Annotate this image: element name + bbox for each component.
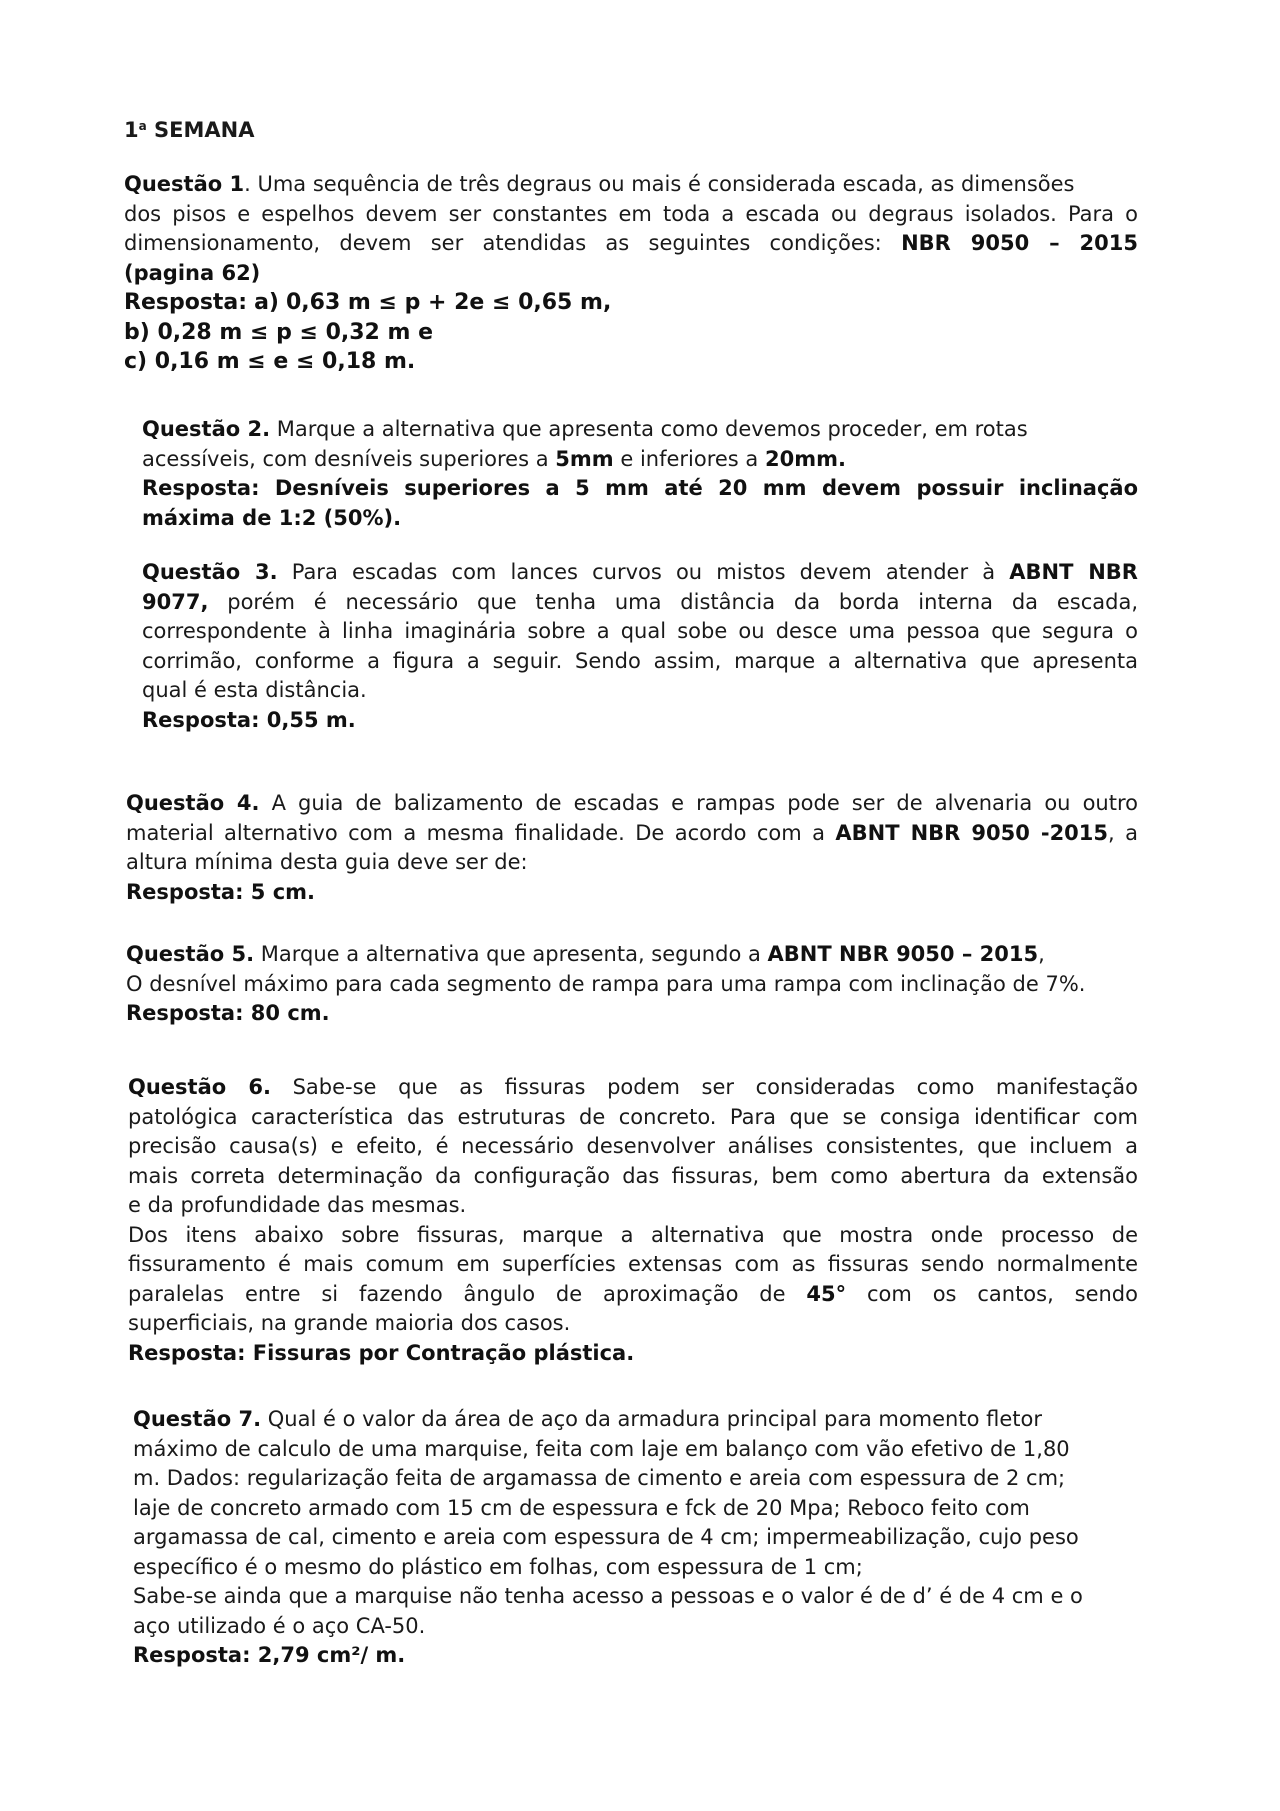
question-5: Questão 5. Marque a alternativa que apresenta, segundo a ABNT NBR 9050 – 2015, O desnível máximo para cada segmento de rampa para uma rampa com inclinação de 7%. Resposta: 80 cm.	[126, 942, 1086, 1025]
page-title: 1$^a$ SEMANA	[124, 118, 255, 142]
question-label: Questão 5.	[126, 942, 255, 966]
answer-text: Resposta: 0,55 m.	[142, 707, 356, 732]
question-3: Questão 3. Para escadas com lances curvos ou mistos devem atender à ABNT NBR 9077, porém é necessário que tenha uma distância da borda interna da escada, correspondente à linha imaginária sobre a qual sobe ou desce uma pessoa que segura o corrimão, conforme a figura a seguir. Sendo assim, marque a alternativa que apresenta qual é esta distância. Resposta: 0,55 m.	[142, 560, 1138, 732]
answer-text: Resposta: 5 cm.	[126, 879, 316, 904]
answer-text: Resposta: Fissuras por Contração plástica.	[128, 1340, 635, 1365]
question-6: Questão 6. Sabe-se que as fissuras podem ser consideradas como manifestação patológica característica das estruturas de concreto. Para que se consiga identificar com precisão causa(s) e efeito, é necessário desenvolver análises consistentes, que incluem a mais correta determinação da configuração das fissuras, bem como abertura da extensão e da profundidade das mesmas. Dos itens abaixo sobre fissuras, marque a alternativa que mostra onde processo de fissuramento é mais comum em superfícies extensas com as fissuras sendo normalmente paralelas entre si fazendo ângulo de aproximação de 45° com os cantos, sendo superficiais, na grande maioria dos casos. Resposta: Fissuras por Contração plástica.	[128, 1075, 1138, 1365]
question-4: Questão 4. A guia de balizamento de escadas e rampas pode ser de alvenaria ou outro material alternativo com a mesma finalidade. De acordo com a ABNT NBR 9050 -2015, a altura mínima desta guia deve ser de: Resposta: 5 cm.	[126, 791, 1138, 904]
question-label: Questão 6.	[128, 1075, 271, 1099]
question-label: Questão 2.	[142, 417, 271, 441]
question-label: Questão 4.	[126, 791, 260, 815]
question-2: Questão 2. Marque a alternativa que apresenta como devemos proceder, em rotas acessíveis, com desníveis superiores a 5mm e inferiores a 20mm. Resposta: Desníveis superiores a 5 mm até 20 mm devem possuir inclinação máxima de 1:2 (50%).	[142, 417, 1138, 530]
question-label: Questão 3.	[142, 560, 278, 584]
answer-text: Resposta: 2,79 cm²/ m.	[133, 1643, 406, 1667]
question-label: Questão 1	[124, 172, 245, 196]
question-label: Questão 7.	[133, 1407, 262, 1431]
answer-text: Resposta: 80 cm.	[126, 1001, 330, 1025]
question-7: Questão 7. Qual é o valor da área de aço da armadura principal para momento fletor máximo de calculo de uma marquise, feita com laje em balanço com vão efetivo de 1,80 m. Dados: regularização feita de argamassa de cimento e areia com espessura de 2 cm; laje de concreto armado com 15 cm de espessura e fck de 20 Mpa; Reboco feito com argamassa de cal, cimento e areia com espessura de 4 cm; impermeabilização, cujo peso específico é o mesmo do plástico em folhas, com espessura de 1 cm; Sabe-se ainda que a marquise não tenha acesso a pessoas e o valor é de d’ é de 4 cm e o aço utilizado é o aço CA-50. Resposta: 2,79 cm²/ m.	[133, 1407, 1083, 1667]
question-1: Questão 1. Uma sequência de três degraus ou mais é considerada escada, as dimensões dos pisos e espelhos devem ser constantes em toda a escada ou degraus isolados. Para o dimensionamento, devem ser atendidas as seguintes condições: NBR 9050 – 2015 (pagina 62) Resposta: a) 0,63 m ≤ p + 2e ≤ 0,65 m, b) 0,28 m ≤ p ≤ 0,32 m e c) 0,16 m ≤ e ≤ 0,18 m.	[124, 172, 1138, 374]
answer-label: Resposta:	[124, 290, 248, 315]
answer-text: Resposta: Desníveis superiores a 5 mm até 20 mm devem possuir inclinação	[142, 476, 1138, 500]
